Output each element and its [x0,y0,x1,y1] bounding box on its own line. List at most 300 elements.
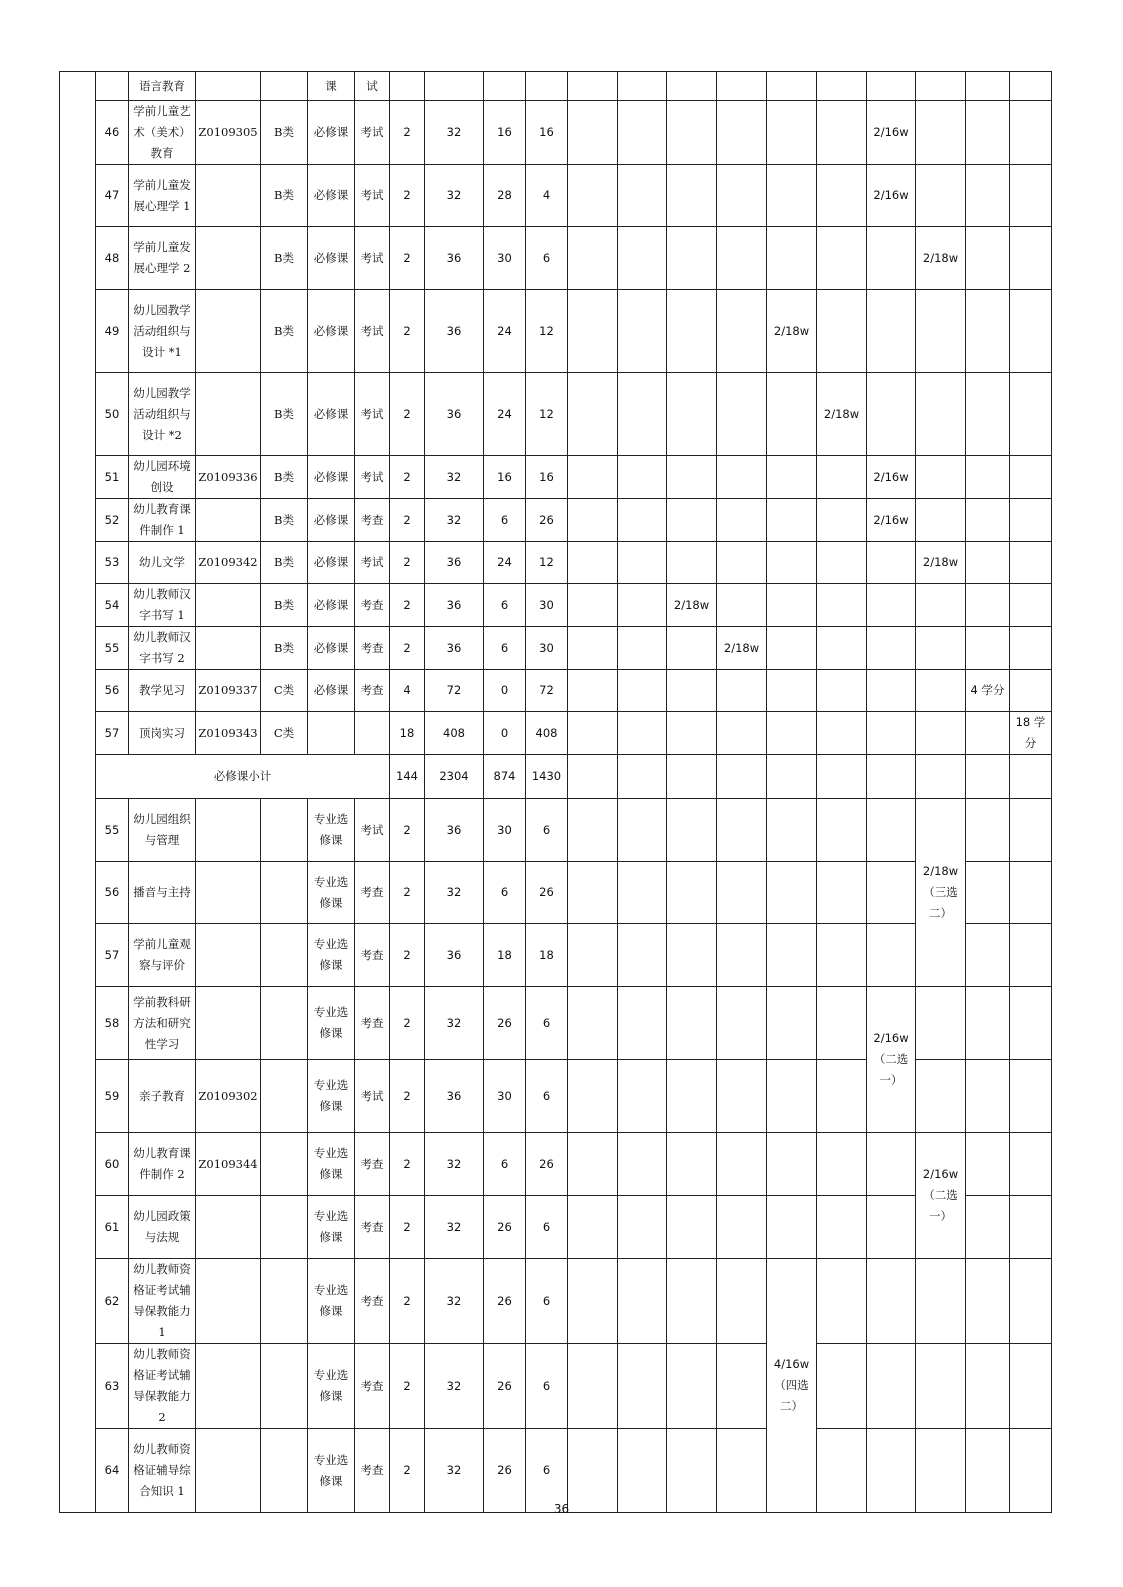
elective-group-cell: 2/18w（三选二） [916,799,966,987]
practice-hours-cell: 26 [526,499,568,542]
semester-cell [618,987,667,1060]
table-row [60,499,1052,542]
semester-cell [916,72,966,101]
semester-cell [767,72,817,101]
semester-cell [817,627,867,670]
semester-cell [1010,101,1052,165]
practice-hours-cell: 4 [526,165,568,227]
course-code: Z0109302 [196,1060,261,1133]
semester-cell [717,924,767,987]
semester-cell [618,373,667,456]
semester-cell [966,227,1010,290]
semester-cell [817,1344,867,1429]
theory-hours-cell: 26 [484,1196,526,1259]
theory-hours-cell: 16 [484,101,526,165]
course-number: 64 [96,1429,129,1513]
practice-hours-cell: 16 [526,101,568,165]
semester-cell [618,1344,667,1429]
semester-cell [717,712,767,755]
theory-hours-cell: 30 [484,799,526,862]
course-code [196,499,261,542]
credit-cell: 2 [390,227,425,290]
semester-cell [568,1259,618,1344]
semester-cell [867,542,916,584]
practice-hours-cell: 6 [526,1259,568,1344]
semester-cell: 2/16w [867,101,916,165]
semester-cell [717,1060,767,1133]
total-hours-cell: 32 [425,456,484,499]
course-number: 58 [96,987,129,1060]
semester-cell [966,1344,1010,1429]
semester-cell [966,456,1010,499]
semester-cell: 2/16w [867,499,916,542]
course-number: 55 [96,627,129,670]
exam-method: 考查 [355,924,390,987]
semester-cell [667,499,717,542]
course-number: 50 [96,373,129,456]
course-code: Z0109305 [196,101,261,165]
exam-method: 考查 [355,1429,390,1513]
semester-cell: 2/16w [867,165,916,227]
course-number: 56 [96,670,129,712]
semester-cell [568,290,618,373]
semester-cell [618,924,667,987]
course-code: Z0109342 [196,542,261,584]
semester-cell [1010,373,1052,456]
total-hours-cell: 32 [425,1133,484,1196]
theory-hours-cell: 30 [484,227,526,290]
exam-method [355,712,390,755]
theory-hours-cell: 28 [484,165,526,227]
semester-cell [618,542,667,584]
course-nature: 专业选修课 [308,1060,355,1133]
total-hours-cell: 32 [425,165,484,227]
course-code [196,227,261,290]
semester-cell [867,1133,916,1196]
theory-hours-cell: 24 [484,542,526,584]
semester-cell [568,101,618,165]
semester-cell [568,1060,618,1133]
semester-cell [966,542,1010,584]
credit-cell: 2 [390,542,425,584]
semester-cell [966,627,1010,670]
course-type [261,862,308,924]
practice-hours-cell: 6 [526,1196,568,1259]
semester-cell [667,456,717,499]
semester-cell [568,755,618,799]
course-name: 幼儿文学 [129,542,196,584]
semester-cell [667,1060,717,1133]
course-nature: 必修课 [308,499,355,542]
course-nature: 必修课 [308,227,355,290]
course-name: 幼儿园教学活动组织与设计 *2 [129,373,196,456]
semester-cell [618,1259,667,1344]
exam-method: 考查 [355,670,390,712]
exam-method: 考试 [355,1060,390,1133]
theory-hours-cell: 30 [484,1060,526,1133]
semester-cell [568,1429,618,1513]
course-name: 幼儿教师汉字书写 2 [129,627,196,670]
course-nature: 专业选修课 [308,1259,355,1344]
semester-cell [717,1196,767,1259]
semester-cell [817,755,867,799]
semester-cell [867,799,916,862]
semester-cell [767,373,817,456]
course-code [196,165,261,227]
semester-cell [717,1429,767,1513]
semester-cell [916,584,966,627]
semester-cell [817,72,867,101]
theory-hours-cell [484,72,526,101]
course-code [196,1344,261,1429]
credit-cell: 2 [390,165,425,227]
theory-hours-cell: 26 [484,1259,526,1344]
course-type: B类 [261,627,308,670]
course-nature: 必修课 [308,373,355,456]
semester-cell [916,290,966,373]
semester-cell [667,627,717,670]
semester-cell [817,227,867,290]
course-code [196,373,261,456]
course-type: B类 [261,290,308,373]
course-name: 教学见习 [129,670,196,712]
semester-cell [568,1196,618,1259]
credit-cell: 2 [390,627,425,670]
practice-hours-cell: 6 [526,227,568,290]
course-plan-table [59,71,1052,1513]
semester-cell [667,712,717,755]
semester-cell [717,1259,767,1344]
semester-cell [966,712,1010,755]
semester-cell [618,290,667,373]
semester-cell [618,1060,667,1133]
theory-hours-cell: 16 [484,456,526,499]
semester-cell [667,542,717,584]
semester-cell [667,799,717,862]
table-row [60,373,1052,456]
semester-cell [667,1429,717,1513]
course-nature: 必修课 [308,670,355,712]
semester-cell [717,72,767,101]
semester-cell [568,987,618,1060]
course-code [196,627,261,670]
theory-hours-cell: 6 [484,627,526,670]
course-code: Z0109337 [196,670,261,712]
semester-cell: 2/18w [717,627,767,670]
semester-cell [966,101,1010,165]
semester-cell [618,799,667,862]
semester-cell [867,373,916,456]
course-type: B类 [261,542,308,584]
course-type [261,1133,308,1196]
semester-cell [618,227,667,290]
semester-cell [618,584,667,627]
course-nature: 必修课 [308,627,355,670]
semester-cell [966,584,1010,627]
course-number [96,72,129,101]
course-type [261,72,308,101]
exam-method: 考试 [355,799,390,862]
course-type [261,1429,308,1513]
practice-hours-cell: 26 [526,1133,568,1196]
semester-cell [916,1060,966,1133]
semester-cell [767,101,817,165]
semester-cell [817,670,867,712]
course-type: B类 [261,456,308,499]
total-hours-cell: 36 [425,799,484,862]
theory-hours-cell: 6 [484,499,526,542]
semester-cell [867,227,916,290]
course-nature: 专业选修课 [308,1344,355,1429]
semester-cell [717,1344,767,1429]
course-number: 56 [96,862,129,924]
credit-cell: 2 [390,1133,425,1196]
course-nature: 专业选修课 [308,1133,355,1196]
theory-hours-cell: 6 [484,584,526,627]
course-type [261,1196,308,1259]
course-code: Z0109344 [196,1133,261,1196]
course-type [261,1060,308,1133]
course-code [196,72,261,101]
total-hours-cell: 408 [425,712,484,755]
elective-group-cell: 2/16w（二选一） [867,987,916,1133]
course-name: 学前儿童发展心理学 2 [129,227,196,290]
semester-cell [1010,1344,1052,1429]
credit-cell: 2 [390,456,425,499]
exam-method: 考查 [355,584,390,627]
semester-cell [966,1060,1010,1133]
exam-method: 考试 [355,101,390,165]
semester-cell [667,290,717,373]
elective-row [60,1196,1052,1259]
course-name: 学前儿童艺术（美术）教育 [129,101,196,165]
semester-cell [1010,1133,1052,1196]
course-type [261,799,308,862]
semester-cell [667,1344,717,1429]
exam-method: 考试 [355,542,390,584]
total-hours-cell: 36 [425,584,484,627]
semester-cell [717,670,767,712]
semester-cell [618,101,667,165]
exam-method: 考查 [355,987,390,1060]
category-cell [60,72,96,1513]
semester-cell [1010,1196,1052,1259]
course-number: 49 [96,290,129,373]
semester-cell [618,72,667,101]
semester-cell [618,670,667,712]
semester-cell [767,755,817,799]
semester-cell [817,1060,867,1133]
course-type [261,1344,308,1429]
semester-cell [966,290,1010,373]
semester-cell: 2/16w [867,456,916,499]
credit-cell: 2 [390,924,425,987]
semester-cell [1010,755,1052,799]
total-hours-cell: 32 [425,862,484,924]
credit-cell: 2 [390,290,425,373]
semester-cell [817,542,867,584]
total-hours-cell: 32 [425,499,484,542]
semester-cell [667,670,717,712]
semester-cell [966,924,1010,987]
semester-cell [568,924,618,987]
semester-cell [667,755,717,799]
semester-cell [568,456,618,499]
table-row [60,584,1052,627]
semester-cell [1010,862,1052,924]
practice-hours-cell: 6 [526,1429,568,1513]
course-type: B类 [261,165,308,227]
semester-cell [817,584,867,627]
elective-row [60,924,1052,987]
course-code [196,1259,261,1344]
semester-cell [916,165,966,227]
subtotal-total-hours: 2304 [425,755,484,799]
semester-cell [817,799,867,862]
exam-method: 考查 [355,1133,390,1196]
semester-cell [817,987,867,1060]
semester-cell [966,373,1010,456]
semester-cell [1010,1259,1052,1344]
semester-cell [618,499,667,542]
semester-cell [966,499,1010,542]
course-nature: 必修课 [308,584,355,627]
semester-cell [966,755,1010,799]
course-nature: 专业选修课 [308,924,355,987]
semester-cell [966,1196,1010,1259]
course-nature: 专业选修课 [308,862,355,924]
course-code [196,1429,261,1513]
semester-cell [717,799,767,862]
exam-method: 考查 [355,627,390,670]
table-row [60,712,1052,755]
semester-cell [767,1060,817,1133]
practice-hours-cell: 12 [526,542,568,584]
semester-cell: 2/18w [817,373,867,456]
course-type: B类 [261,101,308,165]
course-name: 亲子教育 [129,1060,196,1133]
exam-method: 考试 [355,227,390,290]
total-hours-cell: 36 [425,227,484,290]
semester-cell [1010,799,1052,862]
semester-cell [667,101,717,165]
course-nature: 专业选修课 [308,1429,355,1513]
semester-cell [916,712,966,755]
elective-row [60,799,1052,862]
course-name: 幼儿园组织与管理 [129,799,196,862]
total-hours-cell: 36 [425,924,484,987]
table-row [60,670,1052,712]
exam-method: 考查 [355,1344,390,1429]
semester-cell [717,987,767,1060]
semester-cell [916,456,966,499]
course-code [196,924,261,987]
total-hours-cell: 36 [425,290,484,373]
practice-hours-cell: 18 [526,924,568,987]
course-type [261,1259,308,1344]
semester-cell [817,101,867,165]
semester-cell [667,1259,717,1344]
exam-method: 考查 [355,499,390,542]
theory-hours-cell: 24 [484,290,526,373]
semester-cell [618,755,667,799]
practice-hours-cell: 12 [526,373,568,456]
semester-cell [618,456,667,499]
course-code [196,799,261,862]
elective-row [60,1133,1052,1196]
semester-cell [867,72,916,101]
semester-cell [1010,165,1052,227]
semester-cell [667,862,717,924]
credit-cell: 18 [390,712,425,755]
practice-hours-cell: 26 [526,862,568,924]
course-number: 53 [96,542,129,584]
semester-cell [618,165,667,227]
semester-cell: 2/18w [767,290,817,373]
course-number: 57 [96,924,129,987]
semester-cell: 18 学分 [1010,712,1052,755]
semester-cell [1010,584,1052,627]
semester-cell [1010,627,1052,670]
semester-cell [867,670,916,712]
semester-cell [1010,924,1052,987]
semester-cell: 2/18w [916,227,966,290]
credit-cell: 2 [390,101,425,165]
total-hours-cell: 36 [425,1060,484,1133]
theory-hours-cell: 18 [484,924,526,987]
credit-cell: 2 [390,499,425,542]
semester-cell [817,1196,867,1259]
semester-cell [817,1133,867,1196]
semester-cell [867,755,916,799]
subtotal-practice-hours: 1430 [526,755,568,799]
semester-cell [817,165,867,227]
semester-cell [867,1429,916,1513]
semester-cell [767,227,817,290]
theory-hours-cell: 26 [484,1429,526,1513]
course-nature: 专业选修课 [308,1196,355,1259]
course-code [196,987,261,1060]
semester-cell [916,755,966,799]
course-nature: 必修课 [308,165,355,227]
credit-cell: 2 [390,373,425,456]
semester-cell [767,987,817,1060]
semester-cell [717,101,767,165]
semester-cell [667,924,717,987]
course-name: 学前教科研方法和研究性学习 [129,987,196,1060]
credit-cell: 2 [390,1429,425,1513]
course-code [196,290,261,373]
elective-row [60,987,1052,1060]
course-name: 幼儿教师资格证考试辅导保教能力 1 [129,1259,196,1344]
semester-cell [667,227,717,290]
course-name: 幼儿园政策与法规 [129,1196,196,1259]
semester-cell [1010,1429,1052,1513]
exam-method: 考查 [355,1196,390,1259]
theory-hours-cell: 6 [484,1133,526,1196]
course-code: Z0109336 [196,456,261,499]
course-type: B类 [261,373,308,456]
exam-method: 考查 [355,1259,390,1344]
semester-cell [618,627,667,670]
semester-cell [966,165,1010,227]
subtotal-theory-hours: 874 [484,755,526,799]
semester-cell [916,373,966,456]
exam-method: 考试 [355,456,390,499]
course-number: 47 [96,165,129,227]
semester-cell [767,924,817,987]
course-name: 幼儿园环境创设 [129,456,196,499]
